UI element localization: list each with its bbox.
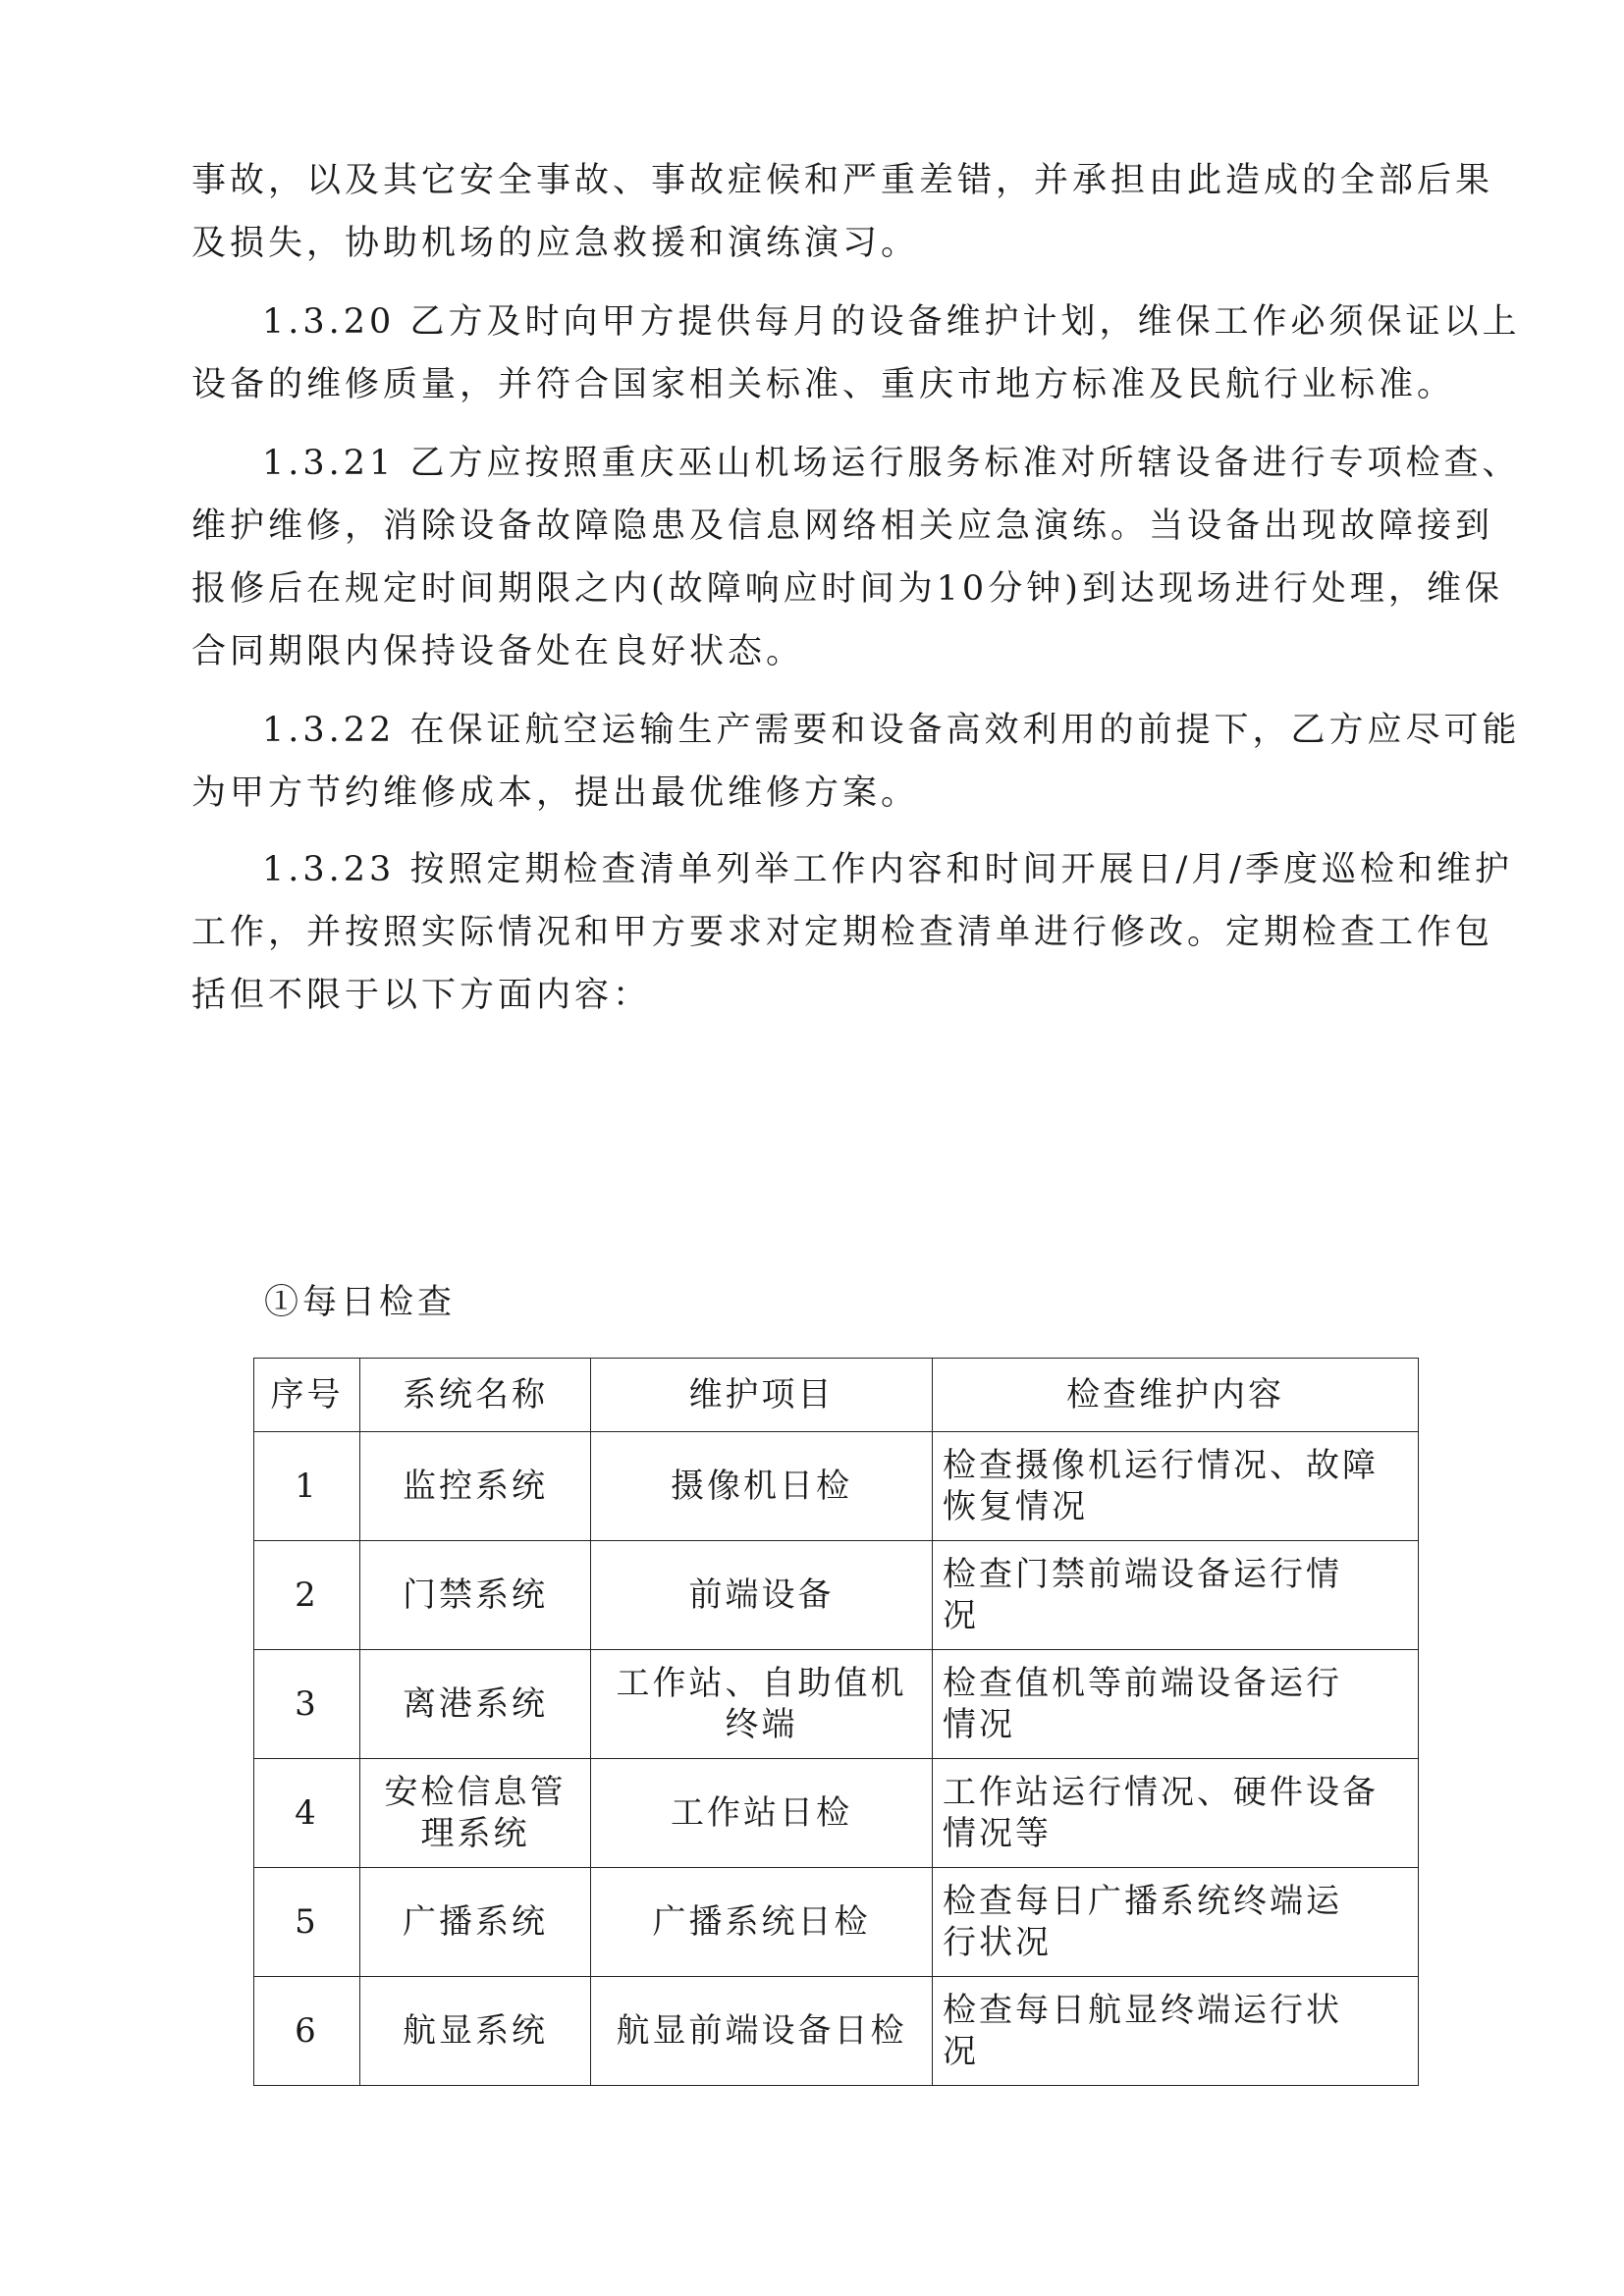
table-row xyxy=(254,1541,1419,1650)
cell-line: 工作站、自助值机 xyxy=(616,1664,907,1703)
text-line: 维护维修，消除设备故障隐患及信息网络相关应急演练。当设备出现故障接到 xyxy=(191,507,1494,546)
cell-maintenance-item xyxy=(591,1977,933,2086)
cell-line: 检查值机等前端设备运行 xyxy=(943,1664,1342,1703)
cell-line: 监控系统 xyxy=(403,1467,548,1506)
header-system-name: 系统名称 xyxy=(360,1359,591,1432)
text-line: 括但不限于以下方面内容： xyxy=(191,976,652,1015)
cell-line: 前端设备 xyxy=(688,1575,835,1615)
cell-serial-number: 3 xyxy=(254,1650,360,1759)
cell-line: 广播系统 xyxy=(403,1902,548,1942)
cell-check-content xyxy=(933,1977,1419,2086)
cell-line: 航显前端设备日检 xyxy=(616,2011,907,2051)
cell-check-content xyxy=(933,1868,1419,1977)
cell-maintenance-item xyxy=(591,1432,933,1541)
cell-line: 情况 xyxy=(943,1705,1015,1744)
cell-line: 摄像机日检 xyxy=(671,1467,852,1506)
table-header-row xyxy=(254,1359,1419,1432)
cell-maintenance-item xyxy=(591,1759,933,1868)
text-line: 合同期限内保持设备处在良好状态。 xyxy=(191,632,805,671)
paragraph-1-3-21 xyxy=(191,432,1521,683)
text-line: 1.3.20 乙方及时向甲方提供每月的设备维护计划，维保工作必须保证以上 xyxy=(262,302,1521,342)
text-line: 事故，以及其它安全事故、事故症候和严重差错，并承担由此造成的全部后果 xyxy=(191,161,1494,200)
daily-check-heading: ①每日检查 xyxy=(264,1283,457,1322)
cell-line: 离港系统 xyxy=(403,1684,548,1724)
cell-line: 理系统 xyxy=(420,1814,530,1853)
cell-line: 检查摄像机运行情况、故障 xyxy=(943,1446,1379,1485)
cell-system-name xyxy=(360,1977,591,2086)
cell-line: 况 xyxy=(943,2032,979,2071)
cell-line: 检查每日广播系统终端运 xyxy=(943,1882,1342,1921)
text-line: 工作，并按照实际情况和甲方要求对定期检查清单进行修改。定期检查工作包 xyxy=(191,913,1494,952)
table-row xyxy=(254,1650,1419,1759)
cell-serial-number: 5 xyxy=(254,1868,360,1977)
cell-system-name xyxy=(360,1432,591,1541)
daily-check-table xyxy=(253,1358,1419,2086)
cell-system-name xyxy=(360,1868,591,1977)
cell-check-content xyxy=(933,1650,1419,1759)
cell-system-name xyxy=(360,1650,591,1759)
paragraph-accident-liability xyxy=(191,149,1494,275)
cell-maintenance-item xyxy=(591,1541,933,1650)
text-line: 设备的维修质量，并符合国家相关标准、重庆市地方标准及民航行业标准。 xyxy=(191,365,1456,404)
cell-line: 恢复情况 xyxy=(943,1487,1088,1526)
text-line: 1.3.21 乙方应按照重庆巫山机场运行服务标准对所辖设备进行专项检查、 xyxy=(262,444,1521,483)
cell-check-content xyxy=(933,1759,1419,1868)
cell-system-name xyxy=(360,1759,591,1868)
cell-line: 检查门禁前端设备运行情 xyxy=(943,1555,1342,1594)
cell-line: 检查每日航显终端运行状 xyxy=(943,1991,1342,2030)
text-line: 为甲方节约维修成本，提出最优维修方案。 xyxy=(191,774,920,813)
cell-line: 行状况 xyxy=(943,1923,1052,1962)
cell-maintenance-item xyxy=(591,1868,933,1977)
cell-line: 航显系统 xyxy=(403,2011,548,2051)
cell-line: 工作站日检 xyxy=(671,1793,852,1833)
header-maintenance-item: 维护项目 xyxy=(591,1359,933,1432)
cell-serial-number: 4 xyxy=(254,1759,360,1868)
table-row xyxy=(254,1432,1419,1541)
cell-serial-number: 1 xyxy=(254,1432,360,1541)
table-row xyxy=(254,1759,1419,1868)
cell-serial-number: 6 xyxy=(254,1977,360,2086)
cell-maintenance-item xyxy=(591,1650,933,1759)
cell-line: 况 xyxy=(943,1596,979,1635)
cell-line: 安检信息管 xyxy=(384,1773,567,1812)
cell-line: 工作站运行情况、硬件设备 xyxy=(943,1773,1379,1812)
header-check-content: 检查维护内容 xyxy=(933,1359,1419,1432)
cell-serial-number: 2 xyxy=(254,1541,360,1650)
text-line: 1.3.22 在保证航空运输生产需要和设备高效利用的前提下，乙方应尽可能 xyxy=(262,711,1521,750)
cell-line: 广播系统日检 xyxy=(652,1902,871,1942)
table-row xyxy=(254,1868,1419,1977)
cell-check-content xyxy=(933,1432,1419,1541)
text-line: 报修后在规定时间期限之内(故障响应时间为10分钟)到达现场进行处理，维保 xyxy=(191,569,1503,609)
table-row xyxy=(254,1977,1419,2086)
paragraph-1-3-20 xyxy=(191,291,1521,416)
cell-check-content xyxy=(933,1541,1419,1650)
paragraph-1-3-22 xyxy=(191,699,1521,825)
cell-system-name xyxy=(360,1541,591,1650)
cell-line: 终端 xyxy=(725,1705,798,1744)
text-line: 及损失，协助机场的应急救援和演练演习。 xyxy=(191,224,920,263)
paragraph-1-3-23 xyxy=(191,838,1514,1027)
cell-line: 情况等 xyxy=(943,1814,1052,1853)
text-line: 1.3.23 按照定期检查清单列举工作内容和时间开展日/月/季度巡检和维护 xyxy=(262,850,1514,889)
header-serial-number: 序号 xyxy=(254,1359,360,1432)
cell-line: 门禁系统 xyxy=(403,1575,548,1615)
